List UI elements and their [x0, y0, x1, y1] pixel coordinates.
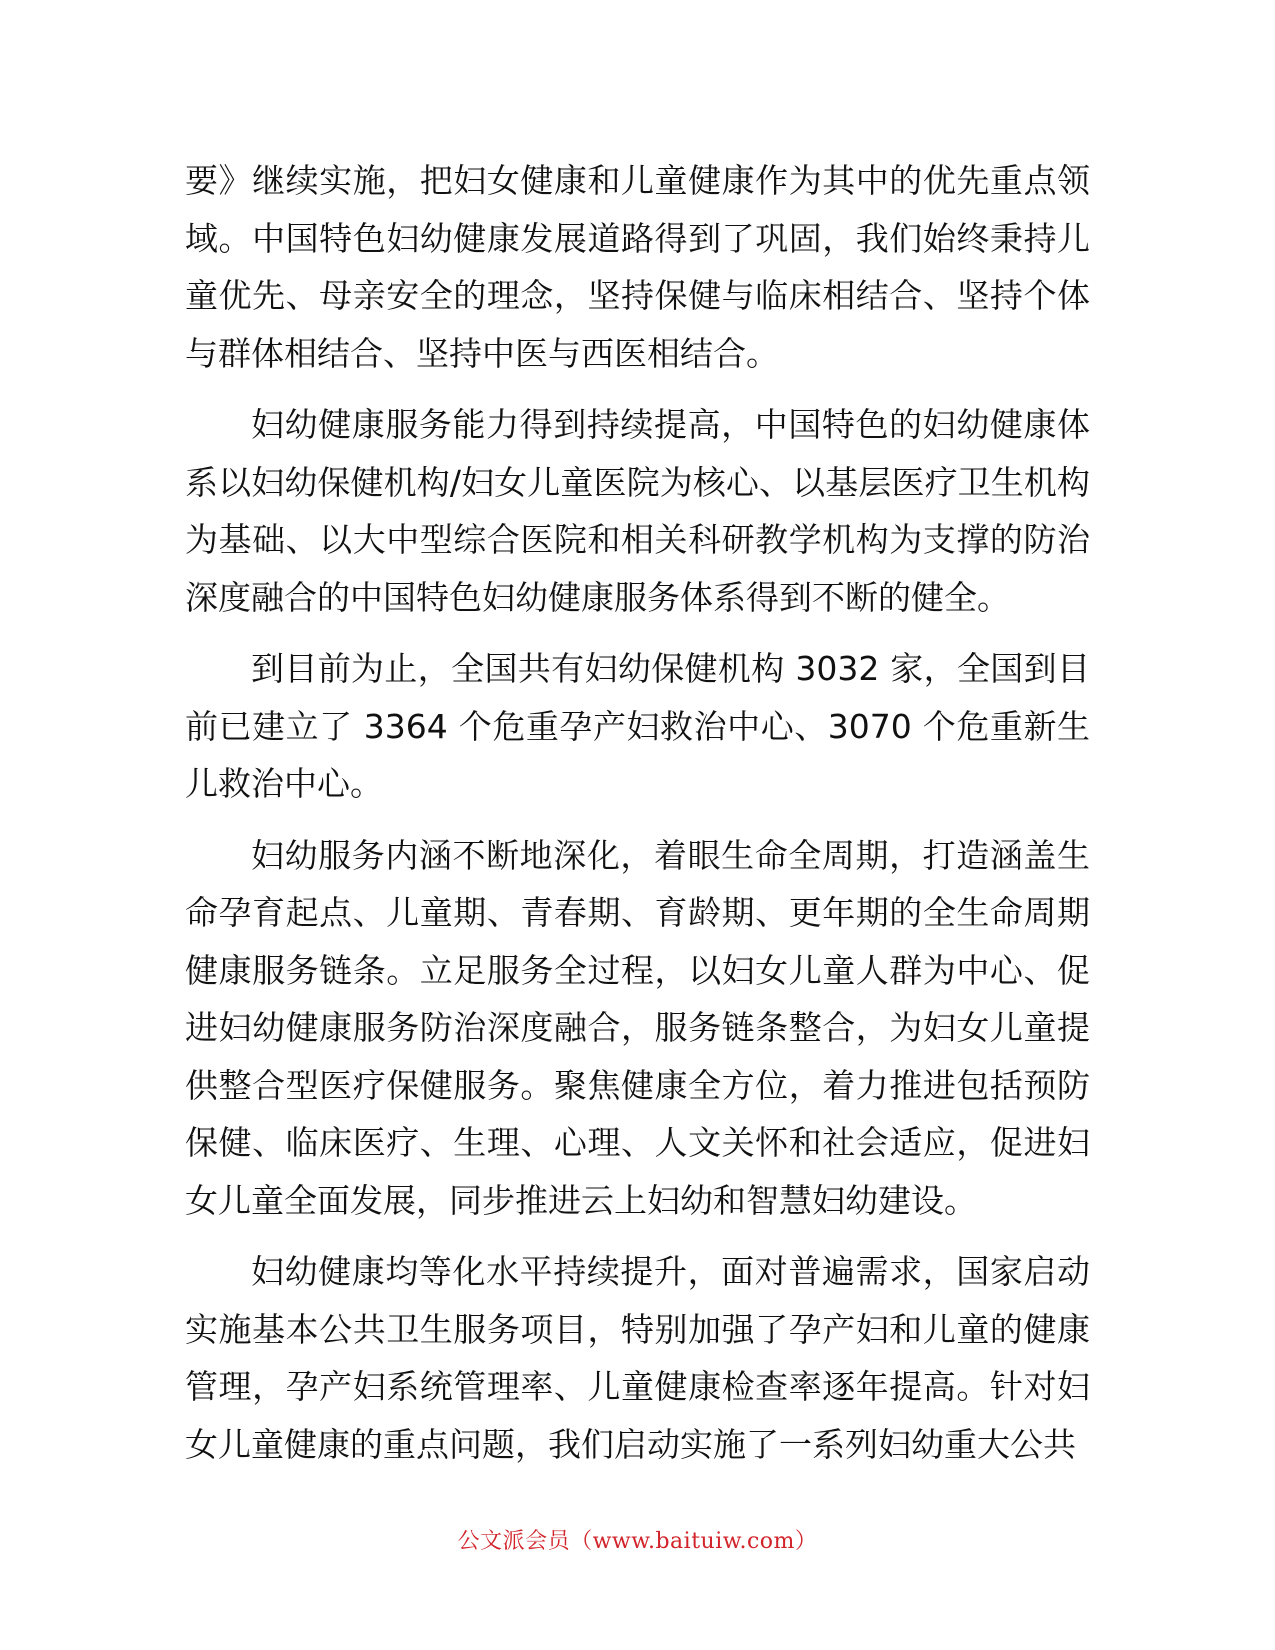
document-body — [185, 152, 1090, 1487]
paragraph-3: 到目前为止，全国共有妇幼保健机构 3032 家，全国到目前已建立了 3364 个危重孕产妇救治中心、3070 个危重新生儿救治中心。 — [185, 649, 1090, 803]
paragraph-5: 妇幼健康均等化水平持续提升，面对普遍需求，国家启动实施基本公共卫生服务项目，特别加强了孕产妇和儿童的健康管理，孕产妇系统管理率、儿童健康检查率逐年提高。针对妇女儿童健康的重点问题，我们启动实施了一系列妇幼重大公共 — [185, 1252, 1090, 1464]
footer-watermark: 公文派会员（www.baituiw.com） — [457, 1529, 818, 1554]
paragraph-4: 妇幼服务内涵不断地深化，着眼生命全周期，打造涵盖生命孕育起点、儿童期、青春期、育龄期、更年期的全生命周期健康服务链条。立足服务全过程，以妇女儿童人群为中心、促进妇幼健康服务防治深度融合，服务链条整合，为妇女儿童提供整合型医疗保健服务。聚焦健康全方位，着力推进包括预防保健、临床医疗、生理、心理、人文关怀和社会适应，促进妇女儿童全面发展，同步推进云上妇幼和智慧妇幼建设。 — [185, 835, 1090, 1220]
paragraph-2: 妇幼健康服务能力得到持续提高，中国特色的妇幼健康体系以妇幼保健机构/妇女儿童医院为核心、以基层医疗卫生机构为基础、以大中型综合医院和相关科研教学机构为支撑的防治深度融合的中国特色妇幼健康服务体系得到不断的健全。 — [185, 405, 1090, 617]
paragraph-1: 要》继续实施，把妇女健康和儿童健康作为其中的优先重点领域。中国特色妇幼健康发展道路得到了巩固，我们始终秉持儿童优先、母亲安全的理念，坚持保健与临床相结合、坚持个体与群体相结合、坚持中医与西医相结合。 — [185, 161, 1090, 373]
